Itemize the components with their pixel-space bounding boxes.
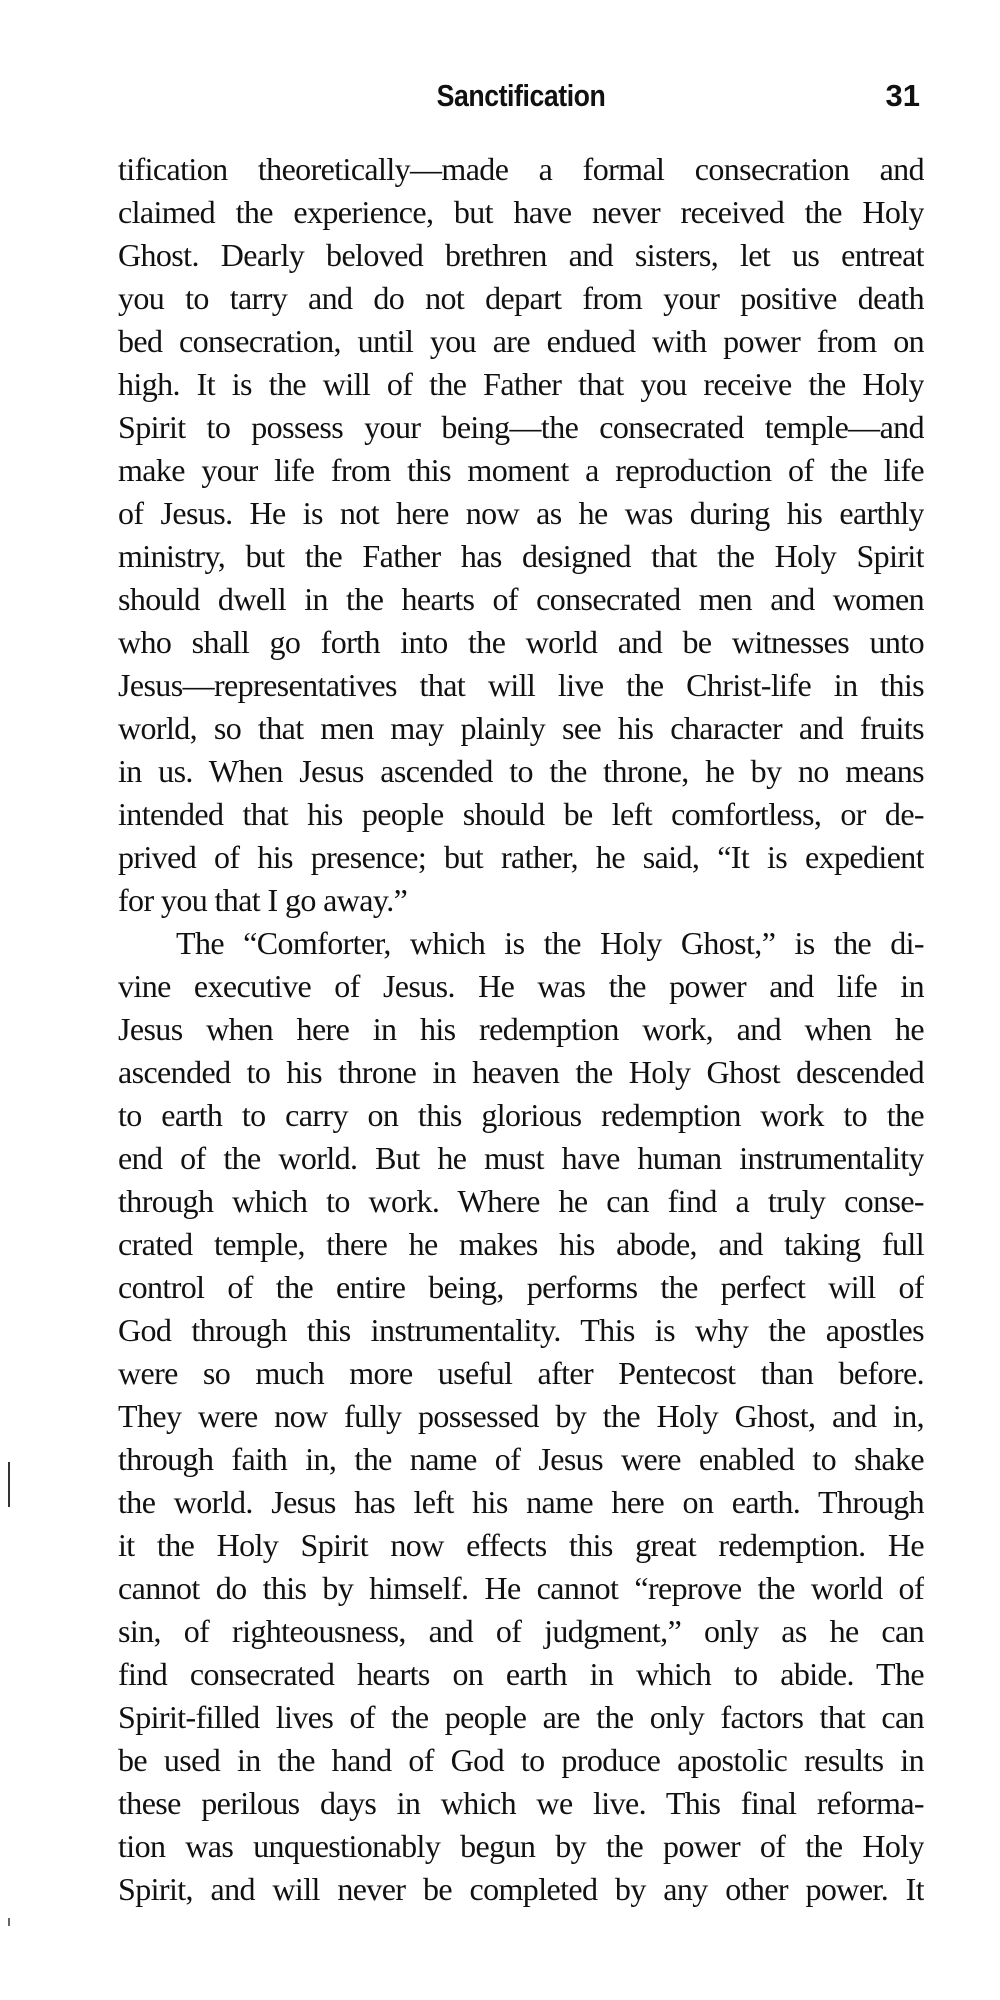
text-line: through which to work. Where he can find a truly conse- — [118, 1183, 924, 1219]
text-line: were so much more useful after Pentecost than before. — [118, 1355, 924, 1391]
text-line: high. It is the will of the Father that you receive the Holy — [118, 366, 924, 402]
margin-tick — [8, 1918, 10, 1926]
paragraph-2 — [118, 922, 924, 1911]
text-line: control of the entire being, performs the perfect will of — [118, 1269, 924, 1305]
text-line: Spirit, and will never be completed by any other power. It — [118, 1871, 924, 1907]
text-line: to earth to carry on this glorious redemption work to the — [118, 1097, 924, 1133]
text-line: cannot do this by himself. He cannot “reprove the world of — [118, 1570, 924, 1606]
running-head — [118, 78, 924, 128]
running-title: Sanctification — [436, 78, 606, 113]
text-line: make your life from this moment a reproduction of the life — [118, 452, 924, 488]
text-line: prived of his presence; but rather, he said, “It is expedient — [118, 839, 924, 875]
text-line: intended that his people should be left comfortless, or de- — [118, 796, 924, 832]
text-line: Spirit to possess your being—the consecrated temple—and — [118, 409, 924, 445]
text-line: who shall go forth into the world and be witnesses unto — [118, 624, 924, 660]
text-line: tion was unquestionably begun by the power of the Holy — [118, 1828, 924, 1864]
text-line: be used in the hand of God to produce apostolic results in — [118, 1742, 924, 1778]
body-text — [118, 148, 924, 1911]
text-line: bed consecration, until you are endued with power from on — [118, 323, 924, 359]
text-line: They were now fully possessed by the Holy Ghost, and in, — [118, 1398, 924, 1434]
text-line: world, so that men may plainly see his character and fruits — [118, 710, 924, 746]
text-line: ascended to his throne in heaven the Holy Ghost descended — [118, 1054, 924, 1090]
text-line: Jesus—representatives that will live the Christ-life in this — [118, 667, 924, 703]
text-line: sin, of righteousness, and of judgment,” only as he can — [118, 1613, 924, 1649]
text-line: Spirit-filled lives of the people are the only factors that can — [118, 1699, 924, 1735]
text-line: end of the world. But he must have human instrumentality — [118, 1140, 924, 1176]
text-line: Ghost. Dearly beloved brethren and sisters, let us entreat — [118, 237, 924, 273]
text-line: it the Holy Spirit now effects this great redemption. He — [118, 1527, 924, 1563]
text-line: The “Comforter, which is the Holy Ghost,” is the di- — [176, 925, 924, 961]
text-line: the world. Jesus has left his name here on earth. Through — [118, 1484, 924, 1520]
text-line: ministry, but the Father has designed that the Holy Spirit — [118, 538, 924, 574]
text-line: find consecrated hearts on earth in which to abide. The — [118, 1656, 924, 1692]
text-line: these perilous days in which we live. This final reforma- — [118, 1785, 924, 1821]
text-line: claimed the experience, but have never received the Holy — [118, 194, 924, 230]
text-line: vine executive of Jesus. He was the power and life in — [118, 968, 924, 1004]
text-line: you to tarry and do not depart from your positive death — [118, 280, 924, 316]
text-line: God through this instrumentality. This is why the apostles — [118, 1312, 924, 1348]
text-line: in us. When Jesus ascended to the throne, he by no means — [118, 753, 924, 789]
paragraph-1 — [118, 148, 924, 922]
text-line: Jesus when here in his redemption work, and when he — [118, 1011, 924, 1047]
text-line: for you that I go away.” — [118, 882, 408, 918]
text-line: crated temple, there he makes his abode, and taking full — [118, 1226, 924, 1262]
text-line: tification theoretically—made a formal consecration and — [118, 151, 924, 187]
text-line: of Jesus. He is not here now as he was during his earthly — [118, 495, 924, 531]
text-line: through faith in, the name of Jesus were enabled to shake — [118, 1441, 924, 1477]
page-number: 31 — [885, 78, 920, 113]
text-line: should dwell in the hearts of consecrated men and women — [118, 581, 924, 617]
margin-mark — [8, 1462, 10, 1507]
book-page — [118, 78, 924, 1911]
